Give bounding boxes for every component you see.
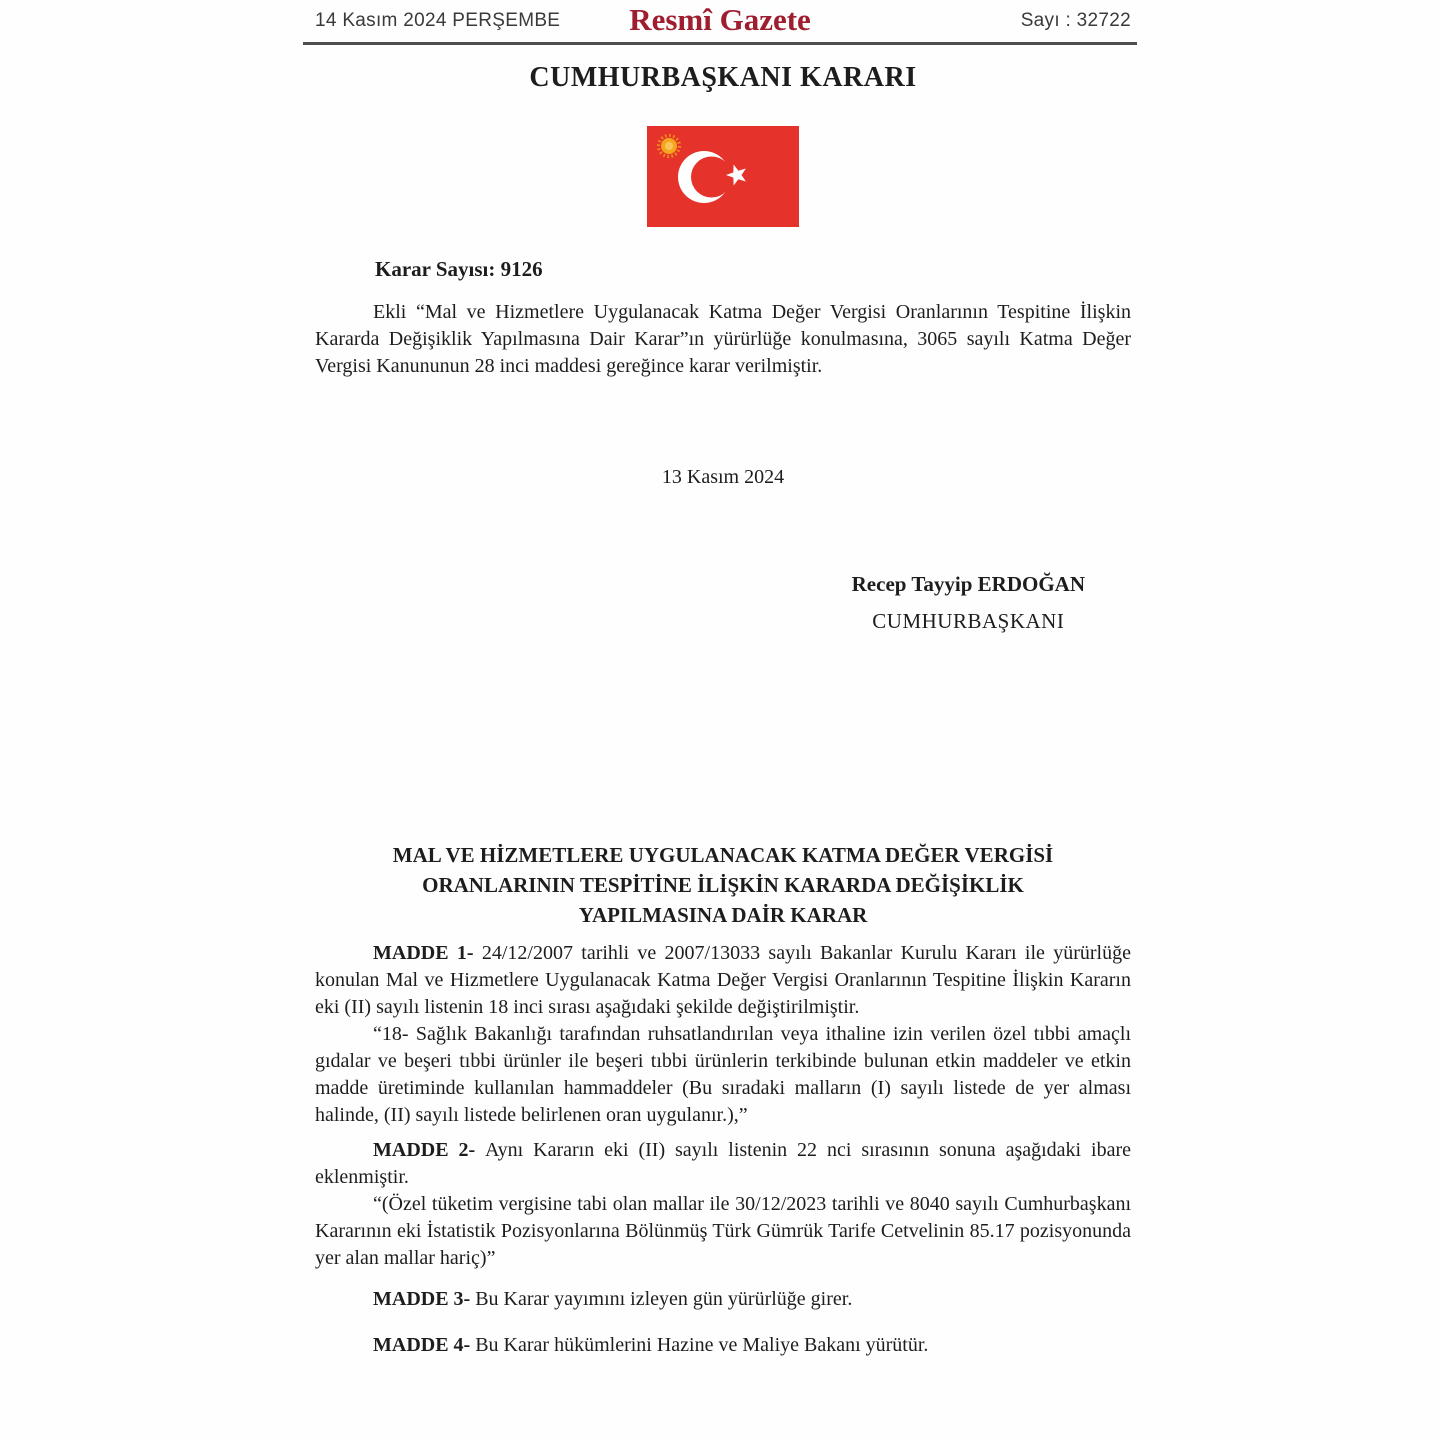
article-2-quote xyxy=(315,1191,1131,1272)
turkish-flag-icon xyxy=(647,126,799,227)
flag-container xyxy=(315,126,1131,227)
signature-name: Recep Tayyip ERDOĞAN xyxy=(851,572,1085,596)
article-1-paragraph xyxy=(315,940,1131,1021)
decree-document xyxy=(315,45,1131,1359)
signature-title: CUMHURBAŞKANI xyxy=(872,609,1065,633)
article-1-text: 24/12/2007 tarihli ve 2007/13033 sayılı Bakanlar Kurulu Kararı ile yürürlüğe konulan Mal ve Hizmetlere Uygulanacak Katma Değer Vergisi Oranlarının Tespitine İlişkin Kararın eki (II) sayılı listenin 18 inci sırası aşağıdaki şekilde değiştirilmiştir. xyxy=(315,942,1131,1018)
gazette-masthead: Resmî Gazete xyxy=(629,2,811,37)
decree-title xyxy=(315,840,1131,930)
gazette-date: 14 Kasım 2024 PERŞEMBE xyxy=(315,10,561,31)
article-2-text: Aynı Kararın eki (II) sayılı listenin 22 nci sırasının sonuna aşağıdaki ibare eklenmiştir. xyxy=(315,1139,1131,1188)
gazette-header xyxy=(303,4,1137,45)
decision-number: Karar Sayısı: 9126 xyxy=(375,257,543,281)
article-1-quote-text: “18- Sağlık Bakanlığı tarafından ruhsatlandırılan veya ithaline izin verilen özel tıbbi amaçlı gıdalar ve beşeri tıbbi ürünler ile beşeri tıbbi ürünlerin terkibinde bulunan etkin maddeler ve etkin madde üretiminde kullanılan hammaddeler (Bu sıradaki malların (I) sayılı listede de yer alması halinde, (II) sayılı listede belirlenen oran uygulanır.),” xyxy=(315,1023,1131,1126)
intro-paragraph: Ekli “Mal ve Hizmetlere Uygulanacak Katma Değer Vergisi Oranlarının Tespitine İlişkin Kararda Değişiklik Yapılmasına Dair Karar”ın yürürlüğe konulmasına, 3065 sayılı Katma Değer Vergisi Kanununun 28 inci maddesi gereğince karar verilmiştir. xyxy=(315,301,1131,377)
signed-date: 13 Kasım 2024 xyxy=(661,466,785,488)
decree-title-line-3: YAPILMASINA DAİR KARAR xyxy=(578,903,868,927)
gazette-issue-number: Sayı : 32722 xyxy=(1020,10,1131,31)
article-4-label: MADDE 4- xyxy=(373,1334,476,1356)
article-1-quote xyxy=(315,1021,1131,1129)
signature-block xyxy=(852,571,1085,635)
article-1-label: MADDE 1- xyxy=(373,942,482,964)
article-3-text: Bu Karar yayımını izleyen gün yürürlüğe girer. xyxy=(475,1288,853,1310)
decree-title-line-2: ORANLARININ TESPİTİNE İLİŞKİN KARARDA DEĞİŞİKLİK xyxy=(422,873,1024,897)
article-2-label: MADDE 2- xyxy=(373,1139,486,1161)
article-3-paragraph xyxy=(315,1286,1131,1313)
article-2-paragraph xyxy=(315,1137,1131,1191)
page-title: CUMHURBAŞKANI KARARI xyxy=(529,62,917,93)
decree-title-line-1: MAL VE HİZMETLERE UYGULANACAK KATMA DEĞER VERGİSİ xyxy=(392,843,1054,867)
article-4-paragraph xyxy=(315,1332,1131,1359)
article-2-quote-text: “(Özel tüketim vergisine tabi olan mallar ile 30/12/2023 tarihli ve 8040 sayılı Cumhurbaşkanı Kararının eki İstatistik Pozisyonlarına Bölünmüş Türk Gümrük Tarife Cetvelinin 85.17 pozisyonunda yer alan mallar hariç)” xyxy=(315,1193,1131,1269)
article-3-label: MADDE 3- xyxy=(373,1288,476,1310)
article-4-text: Bu Karar hükümlerini Hazine ve Maliye Bakanı yürütür. xyxy=(475,1334,929,1356)
